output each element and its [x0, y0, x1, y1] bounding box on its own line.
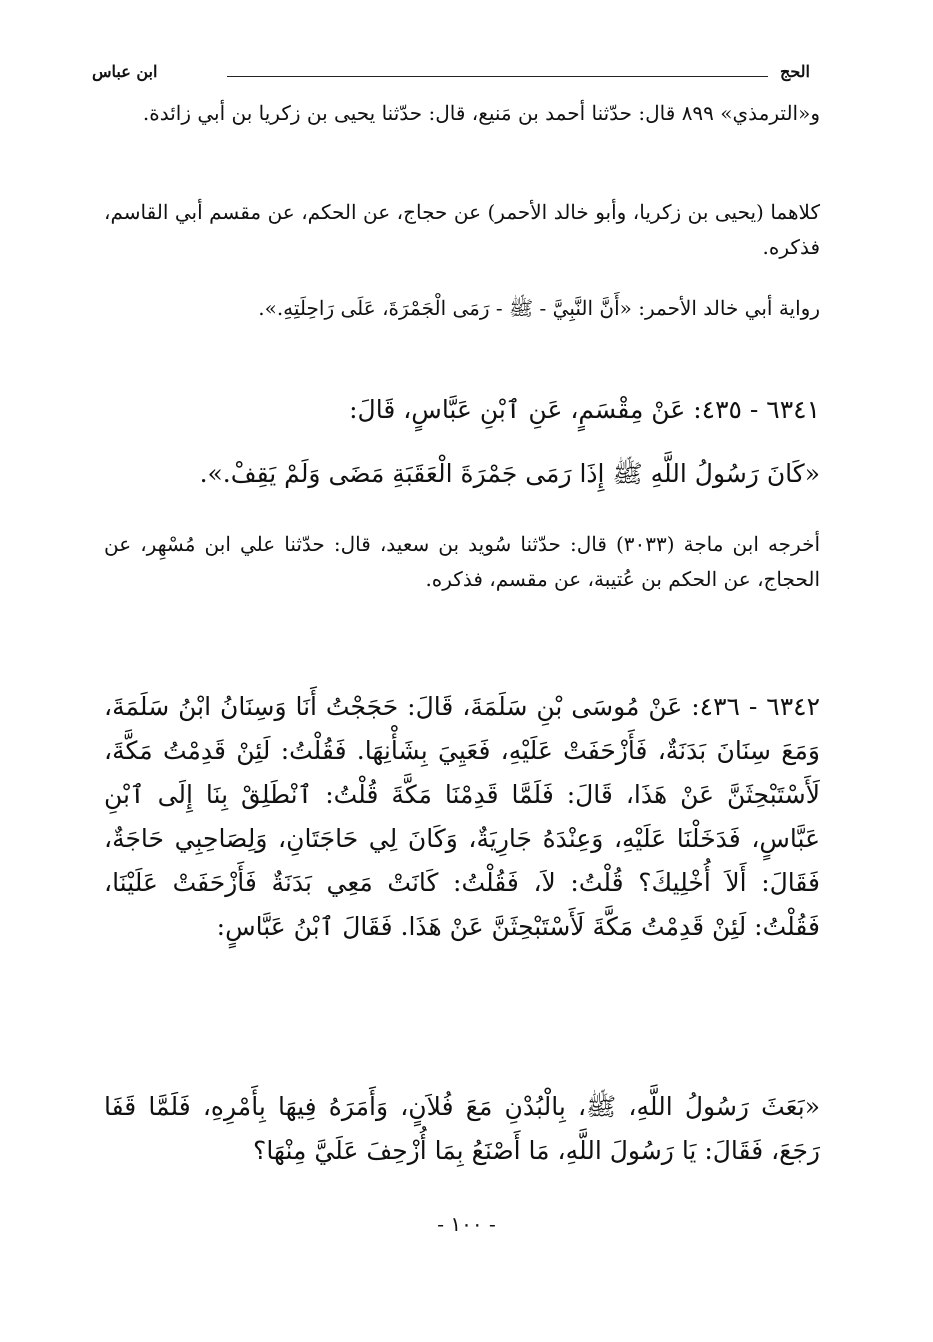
running-header	[92, 62, 810, 88]
takhrij-paragraph-3: رواية أبي خالد الأحمر: «أَنَّ النَّبِيَّ - ﷺ - رَمَى الْجَمْرَةَ، عَلَى رَاحِلَتِهِ.».	[258, 296, 820, 320]
header-rule	[227, 76, 768, 77]
hadith-436-text: ٦٣٤٢ - ٤٣٦: عَنْ مُوسَى بْنِ سَلَمَةَ، قَالَ: حَجَجْتُ أَنَا وَسِنَانُ ابْنُ سَلَمَةَ، وَمَعَ سِنَانَ بَدَنَةٌ، فَأَزْحَفَتْ عَلَيْهِ، فَعَيِيَ بِشَأْنِهَا. فَقُلْتُ: لَئِنْ قَدِمْتُ مَكَّةَ، لَأَسْتَبْحِثَنَّ عَنْ هَذَا، قَالَ: فَلَمَّا قَدِمْنَا مَكَّةَ قُلْتُ: ٱنْطَلِقْ بِنَا إِلَى ٱبْنِ عَبَّاسٍ، فَدَخَلْنَا عَلَيْهِ، وَعِنْدَهُ جَارِيَةٌ، وَكَانَ لِي حَاجَتَانِ، وَلِصَاحِبِي حَاجَةٌ، فَقَالَ: أَلاَ أُخْلِيكَ؟ قُلْتُ: لاَ، فَقُلْتُ: كَانَتْ مَعِي بَدَنَةٌ فَأَزْحَفَتْ عَلَيْنَا، فَقُلْتُ: لَئِنْ قَدِمْتُ مَكَّةَ لَأَسْتَبْحِثَنَّ عَنْ هَذَا. فَقَالَ ٱبْنُ عَبَّاسٍ:	[104, 692, 820, 941]
narrator-title: ابن عباس	[92, 62, 158, 81]
takhrij-paragraph-1: و«الترمذي» ٨٩٩ قال: حدّثنا أحمد بن مَنيع، قال: حدّثنا يحيى بن زكريا بن أبي زائدة.	[142, 101, 820, 125]
page-number: - ١٠٠ -	[437, 1212, 496, 1236]
hadith-435-heading: ٦٣٤١ - ٤٣٥: عَنْ مِقْسَمٍ، عَنِ ٱبْنِ عَبَّاسٍ، قَالَ:	[349, 395, 820, 424]
hadith-435-matn: «كَانَ رَسُولُ اللَّهِ ﷺ إِذَا رَمَى جَمْرَةَ الْعَقَبَةِ مَضَى وَلَمْ يَقِفْ.».	[199, 459, 820, 488]
chapter-title: الحج	[780, 62, 810, 81]
takhrij-paragraph-2: كلاهما (يحيى بن زكريا، وأبو خالد الأحمر) عن حجاج، عن الحكم، عن مقسم أبي القاسم، فذكره.	[104, 200, 820, 259]
hadith-436-matn: «بَعَثَ رَسُولُ اللَّهِ، ﷺ، بِالْبُدْنِ مَعَ فُلاَنٍ، وَأَمَرَهُ فِيهَا بِأَمْرِهِ، فَلَمَّا قَفَا رَجَعَ، فَقَالَ: يَا رَسُولَ اللَّهِ، مَا أَصْنَعُ بِمَا أُزْحِفَ عَلَيَّ مِنْهَا؟	[104, 1092, 820, 1165]
takhrij-paragraph-4: أخرجه ابن ماجة (٣٠٣٣) قال: حدّثنا سُويد بن سعيد، قال: حدّثنا علي ابن مُسْهِر، عن الحجاج، عن الحكم بن عُتيبة، عن مقسم، فذكره.	[104, 532, 820, 591]
